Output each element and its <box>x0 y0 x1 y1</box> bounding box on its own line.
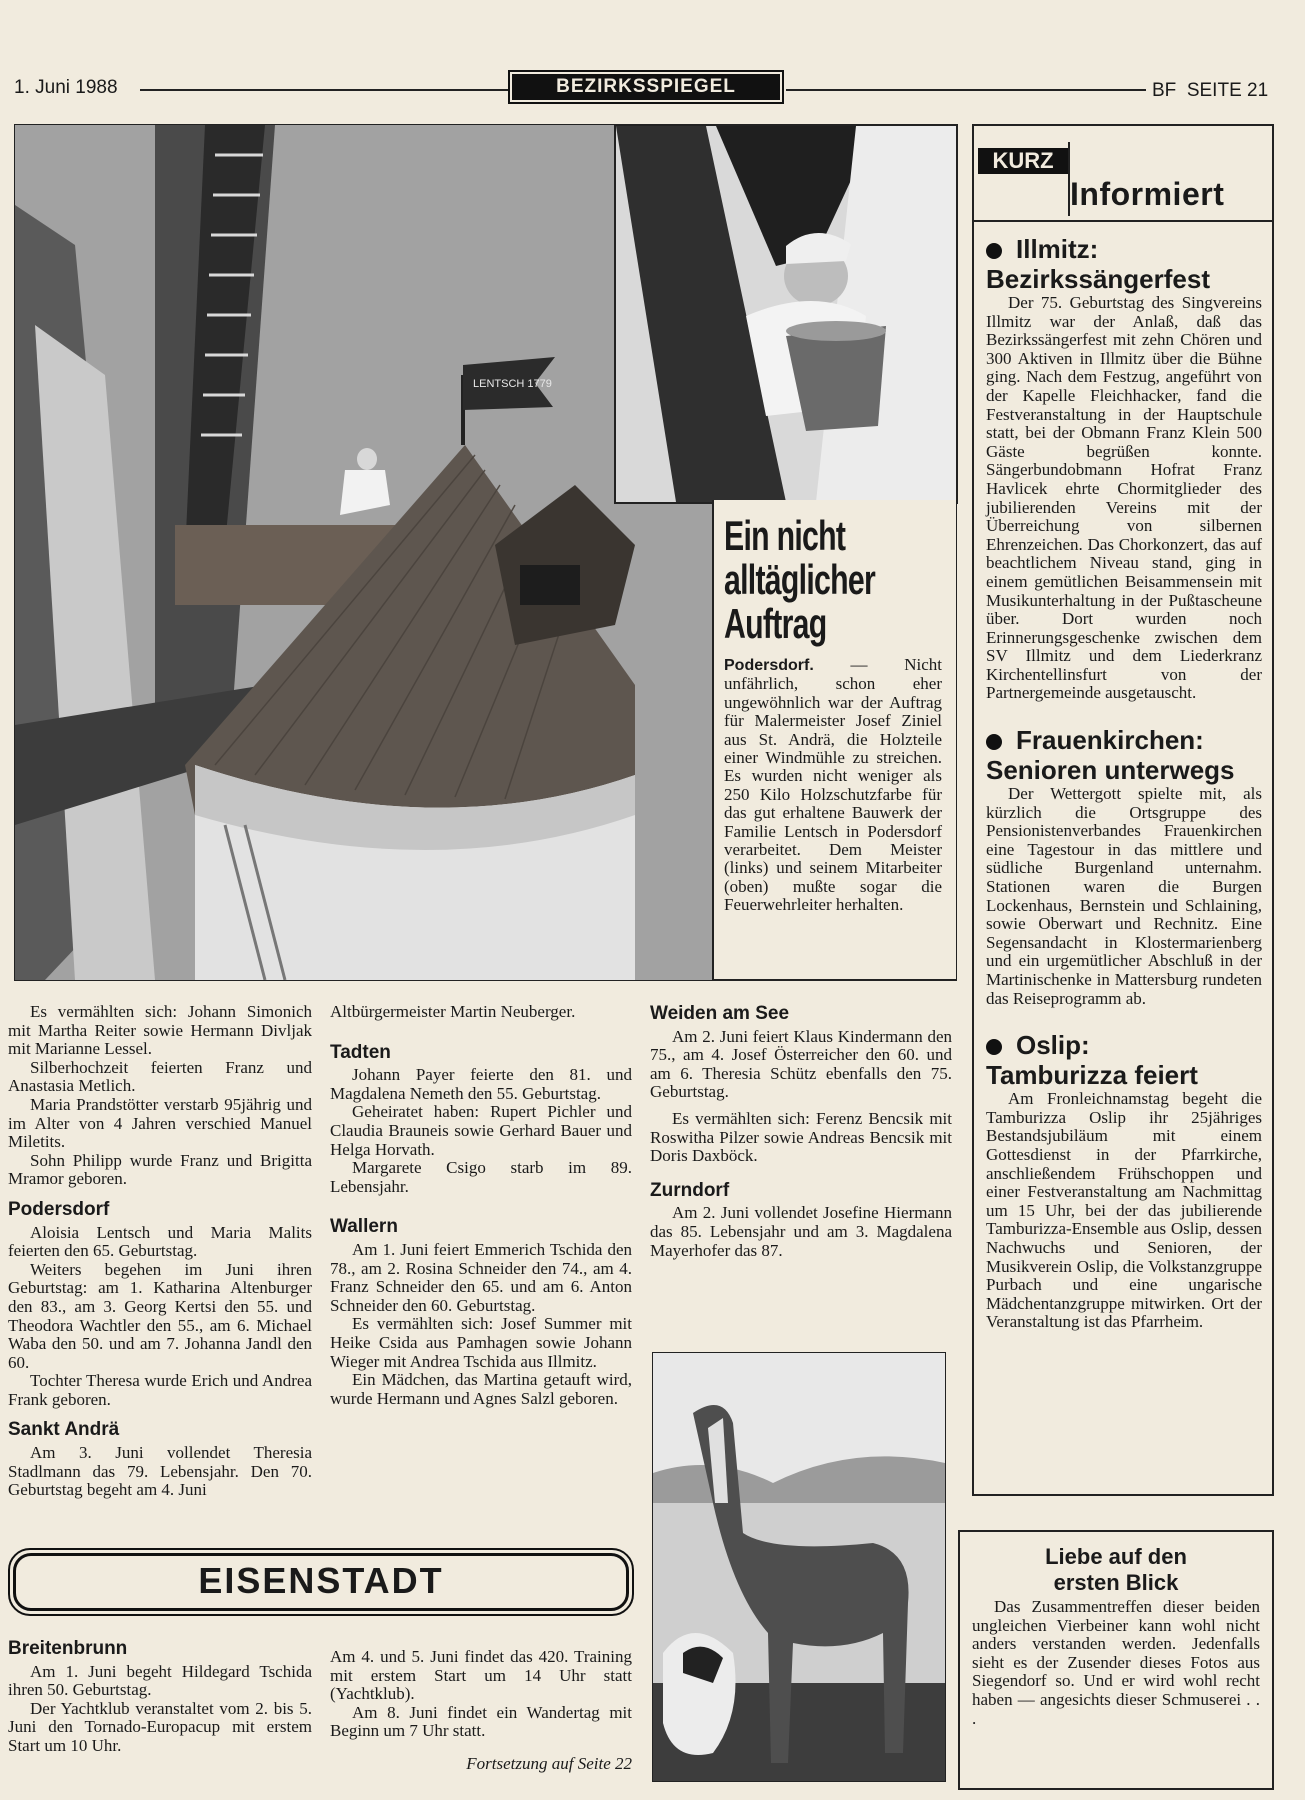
kurz-item-title: Senioren unterwegs <box>986 755 1235 786</box>
heading-zurndorf: Zurndorf <box>650 1179 730 1201</box>
kurz-item-frauenkirchen <box>986 725 1262 1008</box>
kurz-divider <box>1068 142 1070 216</box>
kurz-item-oslip <box>986 1030 1262 1332</box>
col1-paragraph: Maria Prandstötter verstarb 95jährig und im Alter von 4 Jahren verschied Manuel Miletits. <box>8 1094 312 1152</box>
liebe-title-line1: Liebe auf den <box>1045 1544 1187 1569</box>
eisenstadt-title: EISENSTADT <box>198 1560 444 1601</box>
painter-photo <box>614 124 958 504</box>
kurz-item-text: Der 75. Geburtstag des Singvereins Illmitz war der Anlaß, daß das Bezirkssängerfest mit zehn Chören und 300 Aktiven in Illmitz über die Bühne ging. Nach dem Festzug, angeführt von der Kapelle Fleichhacker, fand die Festveranstaltung in der Hauptschule statt, bei der Obmann Franz Klein 500 Gäste begrüßen konnte. Sängerbundobmann Hofrat Franz Havlicek ehrte Chormitglieder des jubilierenden Vereins mit der Überreichung von silbernen Ehrenzeichen. Das Chorkonzert, das auf beachtlichem Niveau stand, ging in einem gemütlichen Beisammensein mit Musikunterhaltung in der Pußtascheune über. Dort wurden noch Erinnerungsgeschenke zwischen dem SV Illmitz und dem Liederkranz Kirchentellinsfurt von der Partnergemeinde ausgetauscht. <box>986 293 1262 703</box>
caption-text <box>724 656 942 915</box>
caption-body: — Nicht unfährlich, schon eher ungewöhnlich war der Auftrag für Malermeister Josef Ziniel aus St. Andrä, die Holzteile einer Windmühle zu streichen. Es wurden nicht weniger als 250 Kilo Holzschutzfarbe für das gut erhaltene Bauwerk der Familie Lentsch in Podersdorf verarbeitet. Dem Meister (links) und seinem Mitarbeiter (oben) mußte sogar die Feuerwehrleiter herhalten. <box>724 655 942 915</box>
header-rule-left <box>140 89 508 91</box>
kurz-title: Informiert <box>1070 176 1225 212</box>
continued-note[interactable]: Fortsetzung auf Seite 22 <box>466 1753 632 1773</box>
eisenstadt-col-1 <box>8 1630 312 1756</box>
col1-paragraph: Aloisia Lentsch und Maria Malits feierten den 65. Geburtstag. <box>8 1222 312 1261</box>
horse-dog-illustration <box>653 1353 945 1781</box>
caption-title-line3: Auftrag <box>724 600 827 647</box>
col1-paragraph: Tochter Theresa wurde Erich und Andrea Frank geboren. <box>8 1371 312 1409</box>
heading-podersdorf: Podersdorf <box>8 1198 110 1220</box>
column-3 <box>650 1003 952 1260</box>
col2-paragraph: Johann Payer feierte den 81. und Magdalena Nemeth den 55. Geburtstag. <box>330 1065 632 1103</box>
column-2 <box>330 1003 632 1408</box>
caption-title-line2: alltäglicher <box>724 556 876 603</box>
caption-title <box>724 514 950 646</box>
header-rule-right <box>786 89 1146 91</box>
section-banner-label: BEZIRKSSPIEGEL <box>512 74 780 100</box>
col1-paragraph: Silberhochzeit feierten Franz und Anastasia Metlich. <box>8 1057 312 1096</box>
kurz-content <box>986 234 1262 1332</box>
col2-paragraph: Geheiratet haben: Rupert Pichler und Claudia Brauneis sowie Gerhard Bauer und Helga Horvath. <box>330 1102 632 1159</box>
col2-paragraph: Altbürgermeister Martin Neuberger. <box>330 1002 576 1021</box>
col1-paragraph: Es vermählten sich: Johann Simonich mit Martha Reiter sowie Hermann Divljak mit Marianne Lessel. <box>8 1002 312 1059</box>
col2-paragraph: Es vermählten sich: Josef Summer mit Heike Csida aus Pamhagen sowie Johann Wieger mit Andrea Tschida aus Illmitz. <box>330 1314 632 1371</box>
col3-paragraph: Es vermählten sich: Ferenz Bencsik mit Roswitha Pilzer sowie Andreas Bencsik mit Doris Daxböck. <box>650 1108 952 1166</box>
eisenstadt-col-2 <box>330 1648 632 1774</box>
bullet-icon <box>986 734 1002 750</box>
kurz-item-place: Illmitz: <box>1016 234 1099 264</box>
kurz-badge: KURZ <box>978 148 1068 174</box>
kurz-item-illmitz <box>986 234 1262 703</box>
eisenstadt-paragraph: Am 4. und 5. Juni findet das 420. Training mit erstem Start um 14 Uhr statt (Yachtklub). <box>330 1647 632 1704</box>
liebe-content <box>972 1544 1260 1728</box>
heading-breitenbrunn: Breitenbrunn <box>8 1638 128 1659</box>
kurz-item-place: Oslip: <box>1016 1030 1090 1061</box>
col3-paragraph: Am 2. Juni vollendet Josefine Hiermann das 85. Lebensjahr und am 3. Magdalena Mayerhofer das 87. <box>650 1203 952 1260</box>
painter-illustration <box>616 126 956 502</box>
heading-tadten: Tadten <box>330 1041 391 1063</box>
col2-paragraph: Ein Mädchen, das Martina getauft wird, wurde Hermann und Agnes Salzl geboren. <box>330 1370 632 1408</box>
kurz-item-title: Bezirkssängerfest <box>986 264 1210 294</box>
eisenstadt-banner-inner <box>13 1553 629 1611</box>
section-banner <box>508 70 784 104</box>
kurz-item-text: Am Fronleichnamstag begeht die Tamburizza Oslip ihr 25jähriges Bestandsjubiläum mit einem Gottesdienst in der Pfarrkirche, anschließendem Frühschoppen und einer Festveranstaltung am Nachmittag um 15 Uhr, bei der das jubilierende Tamburizza-Ensemble aus Oslip, dessen Nachwuchs und Senioren, der Musikverein Oslip, die Volkstanzgruppe Purbach und eine ungarische Mädchentanzgruppe mitwirken. Ort der Veranstaltung ist das Pfarrheim. <box>986 1089 1262 1332</box>
caption-place: Podersdorf. <box>724 657 814 674</box>
liebe-title-line2: ersten Blick <box>1053 1570 1179 1595</box>
col3-paragraph: Am 2. Juni feiert Klaus Kindermann den 75., am 4. Josef Österreicher den 60. und am 6. Theresia Schütz ebenfalls den 75. Geburtstag. <box>650 1026 952 1102</box>
flag-text: LENTSCH 1779 <box>473 378 552 390</box>
col2-paragraph: Am 1. Juni feiert Emmerich Tschida den 78., am 2. Rosina Schneider den 74., am 4. Franz Schneider den 65. und am 6. Anton Schneider den 60. Geburtstag. <box>330 1239 632 1315</box>
heading-wallern: Wallern <box>330 1216 398 1238</box>
column-1 <box>8 1003 312 1500</box>
col1-paragraph: Sohn Philipp wurde Franz und Brigitta Mramor geboren. <box>8 1150 312 1189</box>
kurz-item-text: Der Wettergott spielte mit, als kürzlich die Ortsgruppe des Pensionistenverbandes Frauenkirchen eine Tagestour in das mittlere und südliche Burgenland unternahm. Stationen waren die Burgen Lockenhaus, Bernstein und Schlaining, sowie Oberwart und Rechnitz. Eine Segensandacht in Klostermarienberg und ein urgemütlicher Abschluß in der Martinischenke in Mattersburg rundeten das Reiseprogramm ab. <box>986 784 1262 1008</box>
kurz-item-place: Frauenkirchen: <box>1016 725 1204 756</box>
col1-paragraph: Weiters begehen im Juni ihren Geburtstag: am 1. Katharina Altenburger den 83., am 3. Georg Kertsi den 55. und Theodora Wachtler den 55., am 6. Michael Waba den 50. und am 7. Johanna Jandl den 60. <box>8 1259 312 1372</box>
eisenstadt-paragraph: Der Yachtklub veranstaltet vom 2. bis 5. Juni den Tornado-Europacup mit erstem Start um 10 Uhr. <box>8 1698 312 1755</box>
issue-date: 1. Juni 1988 <box>14 77 118 98</box>
bullet-icon <box>986 243 1002 259</box>
caption-title-line1: Ein nicht <box>724 512 846 559</box>
heading-sankt-andrae: Sankt Andrä <box>8 1419 120 1441</box>
liebe-text: Das Zusammentreffen dieser beiden ungleichen Vierbeiner kann wohl nicht anders verstanden werden. Jedenfalls sieht es der Zusender dieses Fotos aus Siegendorf so. Und er wird wohl recht haben — angesichts dieser Schmuserei . . . <box>972 1597 1260 1728</box>
eisenstadt-banner <box>8 1548 634 1616</box>
kurz-item-title: Tamburizza feiert <box>986 1060 1198 1091</box>
horse-dog-photo <box>652 1352 946 1782</box>
col1-paragraph: Am 3. Juni vollendet Theresia Stadlmann das 79. Lebensjahr. Den 70. Geburtstag begeht am 4. Juni <box>8 1443 312 1500</box>
page-number: BF SEITE 21 <box>1152 80 1269 101</box>
eisenstadt-paragraph: Am 8. Juni findet ein Wandertag mit Beginn um 7 Uhr statt. <box>330 1702 632 1741</box>
kurz-header <box>974 126 1272 222</box>
eisenstadt-paragraph: Am 1. Juni begeht Hildegard Tschida ihren 50. Geburtstag. <box>8 1661 312 1700</box>
bullet-icon <box>986 1039 1002 1055</box>
heading-weiden: Weiden am See <box>650 1003 790 1024</box>
col2-paragraph: Margarete Csigo starb im 89. Lebensjahr. <box>330 1158 632 1196</box>
